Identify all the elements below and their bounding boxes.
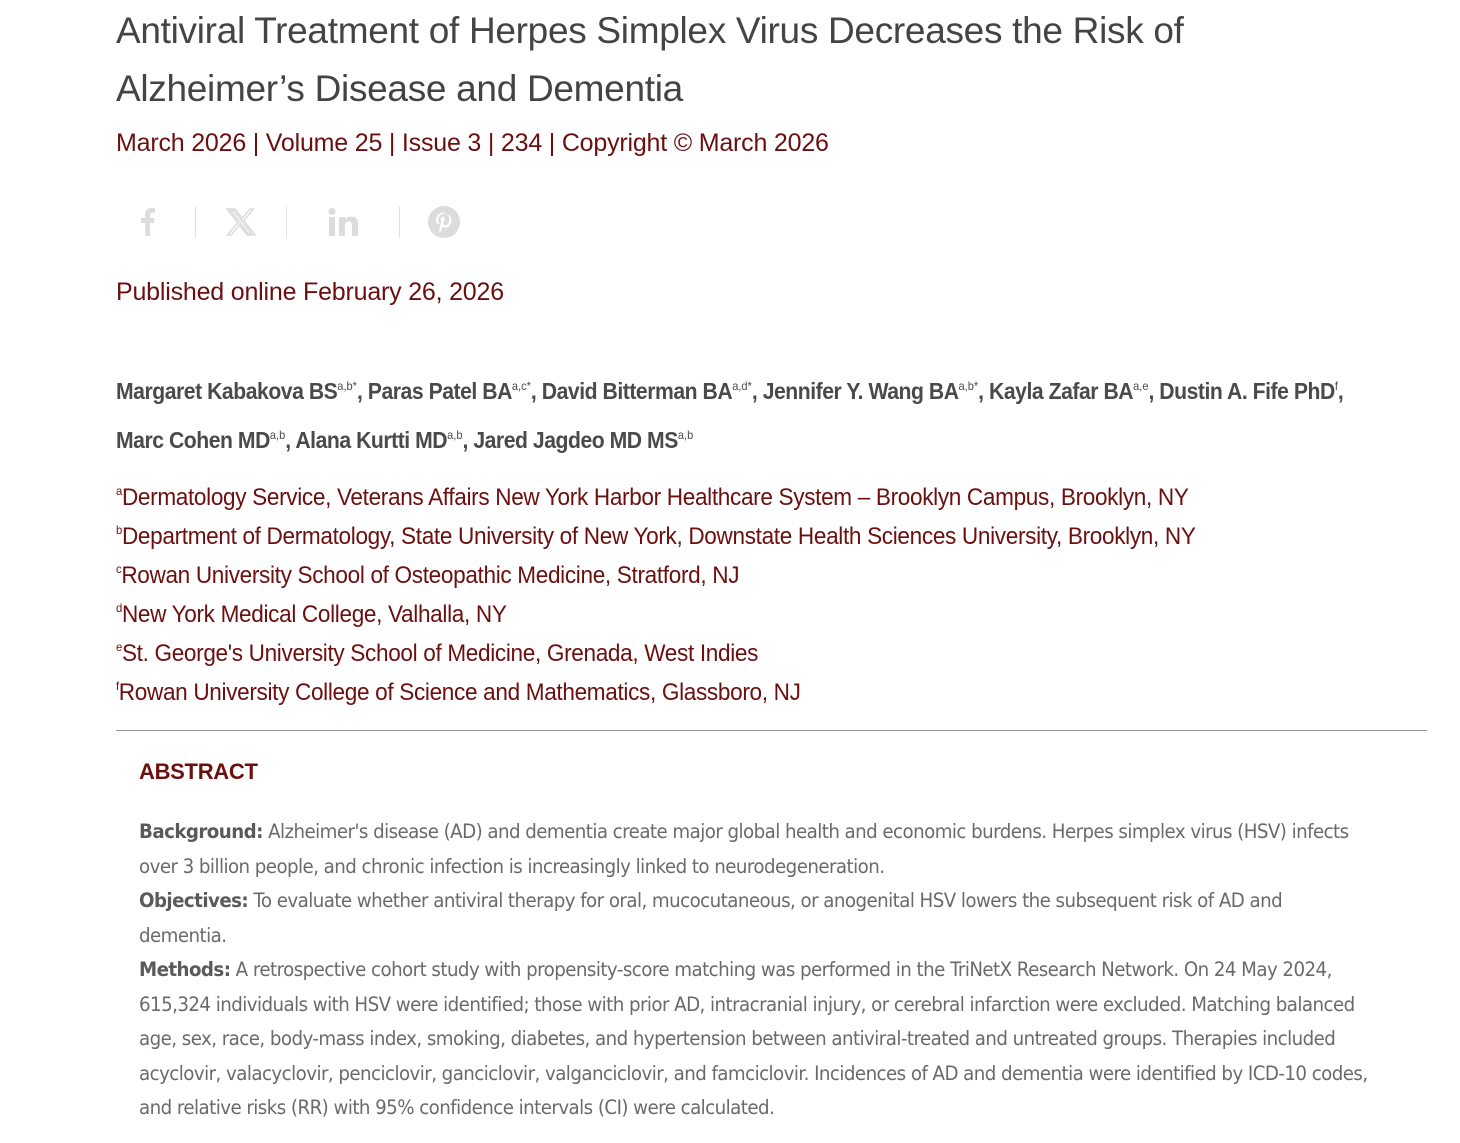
abstract-heading: ABSTRACT [139, 759, 258, 784]
abstract-label-objectives: Objectives: [139, 889, 249, 912]
author[interactable]: Marc Cohen MD$^{a,b}$ [116, 427, 286, 453]
author[interactable]: Alana Kurtti MD$^{a,b}$ [295, 427, 463, 453]
facebook-icon[interactable] [116, 208, 180, 236]
section-divider [116, 730, 1427, 731]
abstract-label-background: Background: [139, 820, 263, 843]
affiliation-e: $^e$St. George's University School of Medicine, Grenada, West Indies [116, 640, 759, 667]
x-twitter-icon[interactable] [196, 208, 286, 236]
author[interactable]: Kayla Zafar BA$^{a,e}$ [989, 378, 1149, 404]
published-date: Published online February 26, 2026 [116, 278, 504, 306]
author[interactable]: Jennifer Y. Wang $BA^{a,b*}$ [762, 378, 979, 404]
author[interactable]: Jared Jagdeo MD MS$^{a,b}$ [473, 427, 694, 453]
abstract-background: Background: Alzheimer's disease (AD) and dementia create major global health and economic burdens. Herpes simplex virus (HSV) infects over 3 billion people, and chronic infection is increasingly linked to neurodegeneration. [139, 820, 1349, 878]
abstract-section [116, 757, 1427, 1126]
social-share-bar [116, 204, 1427, 240]
affiliation-list [116, 478, 1427, 712]
affiliation-b: $^b$Department of Dermatology, State University of New York, Downstate Health Sciences University, Brooklyn, NY [116, 523, 1196, 550]
article-page [116, 0, 1427, 1126]
affiliation-f: $^f$Rowan University College of Science and Mathematics, Glassboro, NJ [116, 679, 801, 706]
issue-meta: March 2026 | Volume 25 | Issue 3 | 234 | Copyright © March 2026 [116, 129, 829, 157]
linkedin-icon[interactable] [287, 208, 399, 236]
article-title-line-2: Alzheimer’s Disease and Dementia [116, 68, 683, 109]
author[interactable]: David Bitterman $BA^{a,d*}$ [541, 378, 752, 404]
abstract-objectives: Objectives: To evaluate whether antiviral therapy for oral, mucocutaneous, or anogenital HSV lowers the subsequent risk of AD and dementia. [139, 889, 1283, 947]
article-title [116, 2, 1427, 118]
pinterest-icon[interactable] [400, 206, 488, 238]
affiliation-a: $^a$Dermatology Service, Veterans Affairs New York Harbor Healthcare System – Brooklyn Campus, Brooklyn, NY [116, 484, 1189, 511]
article-title-line-1: Antiviral Treatment of Herpes Simplex Virus Decreases the Risk of [116, 10, 1184, 51]
abstract-body [139, 815, 1373, 1126]
author[interactable]: Dustin A. Fife PhD$^f$ [1159, 378, 1338, 404]
abstract-methods: Methods: A retrospective cohort study with propensity-score matching was performed in the TriNetX Research Network. On 24 May 2024, 615,324 individuals with HSV were identified; those with prior AD, intracranial injury, or cerebral infarction were excluded. Matching balanced age, sex, race, body-mass index, smoking, diabetes, and hypertension between antiviral-treated and untreated groups. Therapies included acyclovir, valacyclovir, penciclovir, ganciclovir, valganciclovir, and famciclovir. Incidences of AD and dementia were identified by ICD-10 codes, and relative risks (RR) with 95% confidence intervals (CI) were calculated. [139, 958, 1368, 1119]
author[interactable]: Margaret Kabakova $BS^{a,b*}$ [116, 378, 357, 404]
affiliation-d: $^d$New York Medical College, Valhalla, NY [116, 601, 507, 628]
affiliation-c: $^c$Rowan University School of Osteopathic Medicine, Stratford, NJ [116, 562, 740, 589]
abstract-label-methods: Methods: [139, 958, 231, 981]
author-list: Margaret Kabakova $BS^{a,b*}$, Paras Patel $BA^{a,c*}$, David Bitterman $BA^{a,d*}$, Jennifer Y. Wang $BA^{a,b*}$, Kayla Zafar BA$^{a,e}$, Dustin A. Fife PhD$^f$, Marc Cohen MD$^{a,b}$, Alana Kurtti MD$^{a,b}$, Jared Jagdeo MD MS$^{a,b}$ [116, 378, 1344, 453]
author[interactable]: Paras Patel $BA^{a,c*}$ [367, 378, 531, 404]
